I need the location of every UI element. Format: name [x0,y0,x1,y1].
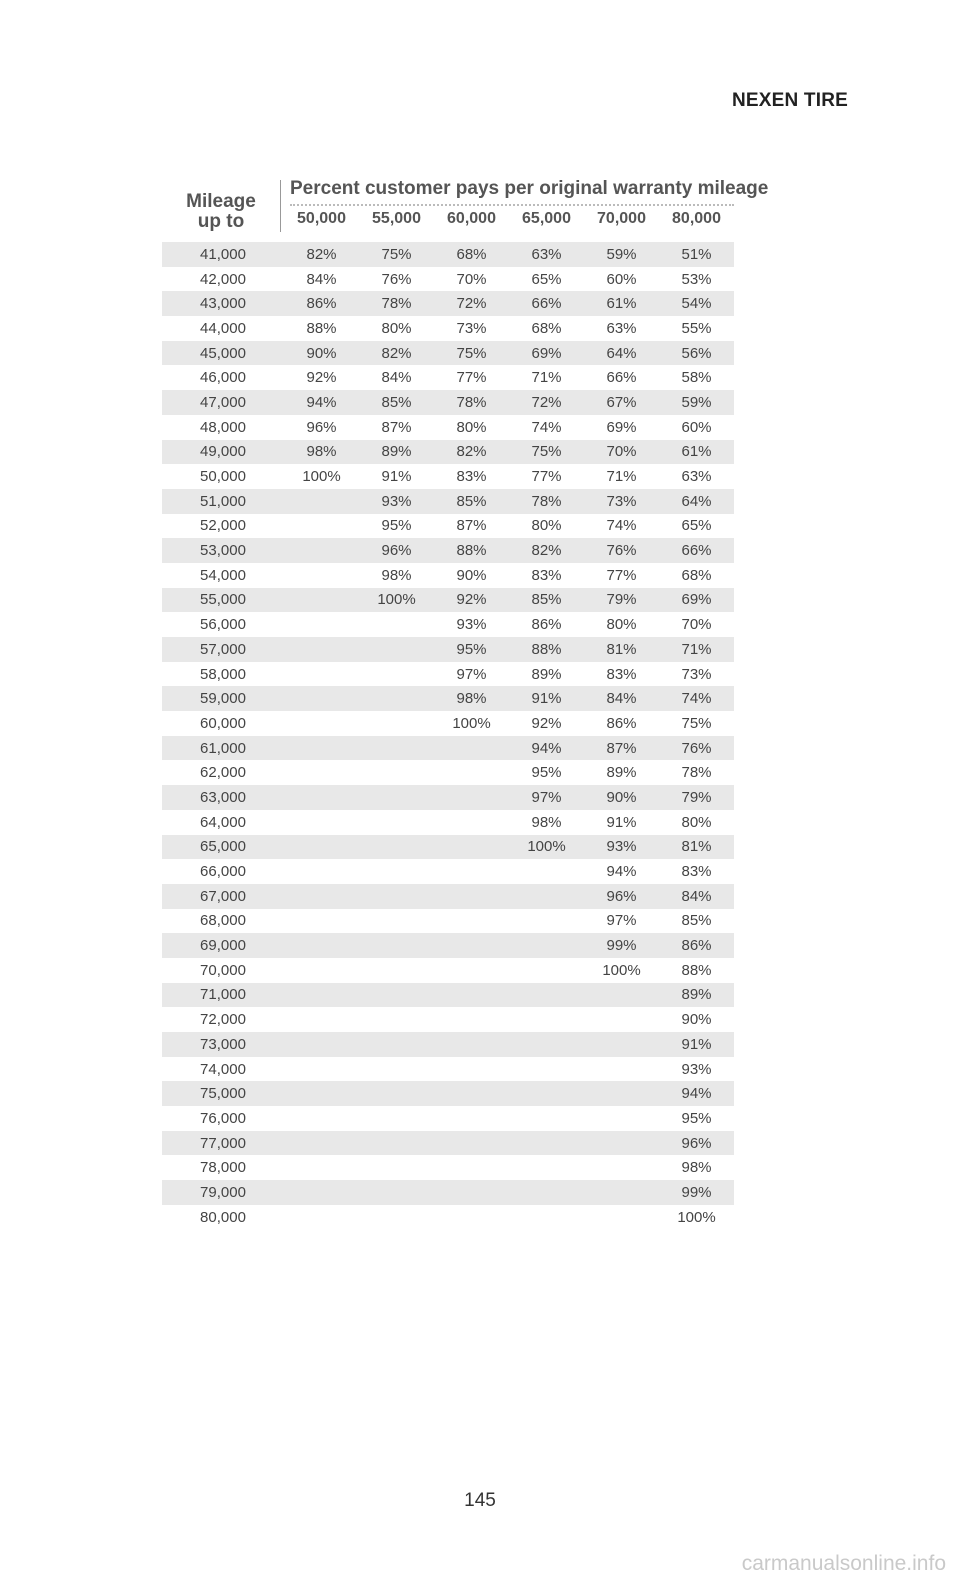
percent-cell: 78% [681,764,712,782]
percent-cell: 85% [456,492,487,510]
percent-cell: 80% [531,517,562,535]
percent-cell: 66% [606,369,637,387]
percent-cell: 94% [606,863,637,881]
watermark: carmanualsonline.info [741,1552,946,1575]
percent-cell: 68% [681,566,712,584]
percent-cell: 93% [681,1060,712,1078]
table-row [162,440,734,465]
table-row [162,1032,734,1057]
mileage-cell: 62,000 [200,764,246,782]
column-header: 60,000 [447,210,496,227]
percent-cell: 87% [606,739,637,757]
table-row [162,835,734,860]
table-row [162,291,734,316]
percent-cell: 63% [531,245,562,263]
percent-cell: 85% [381,393,412,411]
percent-cell: 90% [681,1011,712,1029]
mileage-cell: 51,000 [200,492,246,510]
percent-cell: 73% [606,492,637,510]
percent-cell: 88% [456,542,487,560]
percent-cell: 97% [531,788,562,806]
table-row [162,316,734,341]
mileage-cell: 61,000 [200,739,246,757]
percent-cell: 83% [681,863,712,881]
percent-cell: 75% [381,245,412,263]
percent-cell: 90% [306,344,337,362]
percent-cell: 76% [381,270,412,288]
column-header: 50,000 [297,210,346,227]
percent-cell: 96% [381,542,412,560]
percent-cell: 86% [306,295,337,313]
table-row [162,563,734,588]
warranty-table [162,170,769,1230]
table-row [162,538,734,563]
mileage-cell: 70,000 [200,961,246,979]
mileage-cell: 43,000 [200,295,246,313]
percent-cell: 71% [606,468,637,486]
percent-cell: 72% [456,295,487,313]
percent-cell: 94% [681,1085,712,1103]
table-row [162,983,734,1008]
percent-cell: 70% [606,443,637,461]
table-row [162,415,734,440]
percent-cell: 89% [681,986,712,1004]
percent-cell: 83% [456,468,487,486]
percent-cell: 51% [681,245,712,263]
percent-cell: 97% [606,912,637,930]
percent-cell: 67% [606,393,637,411]
mileage-cell: 42,000 [200,270,246,288]
mileage-cell: 66,000 [200,863,246,881]
percent-cell: 98% [306,443,337,461]
percent-cell: 94% [306,393,337,411]
percent-cell: 84% [306,270,337,288]
percent-cell: 82% [306,245,337,263]
table-row [162,489,734,514]
percent-cell: 95% [456,640,487,658]
table-row [162,514,734,539]
percent-cell: 95% [531,764,562,782]
mileage-cell: 65,000 [200,838,246,856]
percent-cell: 84% [381,369,412,387]
percent-cell: 99% [681,1183,712,1201]
percent-cell: 93% [456,616,487,634]
column-header: 80,000 [672,210,721,227]
percent-cell: 58% [681,369,712,387]
mileage-cell: 45,000 [200,344,246,362]
mileage-cell: 53,000 [200,542,246,560]
table-row [162,884,734,909]
percent-cell: 85% [681,912,712,930]
percent-cell: 81% [606,640,637,658]
percent-cell: 87% [381,418,412,436]
percent-cell: 83% [531,566,562,584]
mileage-cell: 71,000 [200,986,246,1004]
percent-cell: 83% [606,665,637,683]
column-header: 65,000 [522,210,571,227]
mileage-header-line1: Mileage [186,191,256,212]
percent-cell: 80% [456,418,487,436]
warranty-column-headers [284,210,734,228]
mileage-cell: 75,000 [200,1085,246,1103]
table-row [162,267,734,292]
table-body [162,242,734,1230]
percent-cell: 86% [681,937,712,955]
percent-cell: 87% [456,517,487,535]
percent-header: Percent customer pays per original warranty mileage [290,178,769,199]
percent-cell: 74% [531,418,562,436]
percent-cell: 99% [606,937,637,955]
percent-cell: 55% [681,319,712,337]
percent-cell: 96% [681,1134,712,1152]
percent-cell: 73% [456,319,487,337]
percent-cell: 80% [606,616,637,634]
percent-cell: 79% [681,788,712,806]
percent-cell: 59% [606,245,637,263]
table-row [162,785,734,810]
percent-cell: 53% [681,270,712,288]
percent-cell: 82% [531,542,562,560]
percent-cell: 71% [531,369,562,387]
table-row [162,1131,734,1156]
percent-cell: 65% [681,517,712,535]
table-row [162,588,734,613]
brand-header: NEXEN TIRE [731,90,848,111]
percent-cell: 96% [306,418,337,436]
percent-cell: 73% [681,665,712,683]
mileage-cell: 80,000 [200,1208,246,1226]
percent-cell: 89% [531,665,562,683]
percent-cell: 75% [456,344,487,362]
percent-cell: 68% [456,245,487,263]
percent-cell: 82% [456,443,487,461]
page-number: 145 [464,1490,496,1511]
percent-cell: 60% [606,270,637,288]
percent-cell: 86% [606,714,637,732]
mileage-cell: 44,000 [200,319,246,337]
mileage-cell: 67,000 [200,887,246,905]
column-header: 70,000 [597,210,646,227]
percent-cell: 63% [606,319,637,337]
percent-cell: 100% [452,714,491,732]
percent-cell: 89% [381,443,412,461]
percent-cell: 74% [681,690,712,708]
table-row [162,341,734,366]
percent-cell: 78% [531,492,562,510]
percent-cell: 75% [681,714,712,732]
table-row [162,1180,734,1205]
mileage-cell: 59,000 [200,690,246,708]
table-row [162,933,734,958]
percent-cell: 98% [456,690,487,708]
percent-cell: 69% [531,344,562,362]
table-row [162,1106,734,1131]
percent-cell: 61% [681,443,712,461]
percent-cell: 75% [531,443,562,461]
mileage-cell: 73,000 [200,1035,246,1053]
mileage-cell: 72,000 [200,1011,246,1029]
percent-cell: 91% [531,690,562,708]
percent-cell: 64% [681,492,712,510]
table-row [162,760,734,785]
percent-cell: 61% [606,295,637,313]
table-row [162,859,734,884]
table-row [162,464,734,489]
percent-cell: 56% [681,344,712,362]
percent-cell: 94% [531,739,562,757]
percent-cell: 91% [381,468,412,486]
percent-cell: 79% [606,591,637,609]
percent-cell: 69% [681,591,712,609]
percent-cell: 77% [531,468,562,486]
percent-cell: 77% [606,566,637,584]
percent-cell: 100% [602,961,641,979]
table-row [162,242,734,267]
table-row [162,711,734,736]
table-row [162,686,734,711]
percent-cell: 84% [606,690,637,708]
mileage-cell: 78,000 [200,1159,246,1177]
mileage-cell: 47,000 [200,393,246,411]
table-row [162,909,734,934]
percent-cell: 95% [681,1109,712,1127]
percent-cell: 98% [531,813,562,831]
percent-cell: 70% [456,270,487,288]
percent-cell: 95% [381,517,412,535]
percent-cell: 92% [456,591,487,609]
percent-cell: 96% [606,887,637,905]
table-row [162,637,734,662]
mileage-cell: 76,000 [200,1109,246,1127]
percent-cell: 76% [681,739,712,757]
table-row [162,736,734,761]
percent-cell: 70% [681,616,712,634]
percent-cell: 86% [531,616,562,634]
percent-cell: 90% [606,788,637,806]
percent-cell: 98% [681,1159,712,1177]
percent-cell: 100% [377,591,416,609]
mileage-cell: 79,000 [200,1183,246,1201]
table-row [162,958,734,983]
mileage-cell: 74,000 [200,1060,246,1078]
percent-cell: 100% [527,838,566,856]
percent-cell: 77% [456,369,487,387]
percent-cell: 66% [531,295,562,313]
mileage-cell: 63,000 [200,788,246,806]
mileage-cell: 57,000 [200,640,246,658]
percent-cell: 92% [531,714,562,732]
percent-cell: 72% [531,393,562,411]
mileage-cell: 69,000 [200,937,246,955]
percent-cell: 84% [681,887,712,905]
percent-cell: 76% [606,542,637,560]
percent-cell: 59% [681,393,712,411]
mileage-cell: 54,000 [200,566,246,584]
mileage-cell: 58,000 [200,665,246,683]
table-row [162,365,734,390]
table-row [162,662,734,687]
percent-cell: 88% [306,319,337,337]
percent-cell: 93% [606,838,637,856]
percent-cell: 63% [681,468,712,486]
mileage-cell: 49,000 [200,443,246,461]
percent-cell: 60% [681,418,712,436]
mileage-column-header [162,192,280,232]
mileage-cell: 55,000 [200,591,246,609]
percent-cell: 91% [606,813,637,831]
percent-cell: 66% [681,542,712,560]
mileage-cell: 56,000 [200,616,246,634]
percent-cell: 69% [606,418,637,436]
table-row [162,1155,734,1180]
percent-cell: 100% [677,1208,716,1226]
percent-cell: 91% [681,1035,712,1053]
percent-cell: 88% [531,640,562,658]
table-header [162,170,769,242]
mileage-cell: 64,000 [200,813,246,831]
mileage-cell: 77,000 [200,1134,246,1152]
percent-cell: 81% [681,838,712,856]
percent-cell: 98% [381,566,412,584]
percent-cell: 93% [381,492,412,510]
percent-cell: 54% [681,295,712,313]
percent-cell: 97% [456,665,487,683]
percent-cell: 85% [531,591,562,609]
mileage-cell: 52,000 [200,517,246,535]
percent-cell: 88% [681,961,712,979]
mileage-cell: 60,000 [200,714,246,732]
table-row [162,390,734,415]
percent-cell: 74% [606,517,637,535]
dotted-rule [290,204,734,206]
table-row [162,1205,734,1230]
percent-cell: 78% [456,393,487,411]
column-header: 55,000 [372,210,421,227]
mileage-cell: 68,000 [200,912,246,930]
percent-cell: 71% [681,640,712,658]
percent-cell: 65% [531,270,562,288]
percent-cell: 82% [381,344,412,362]
percent-cell: 64% [606,344,637,362]
percent-cell: 78% [381,295,412,313]
mileage-header-line2: up to [197,211,245,232]
percent-cell: 68% [531,319,562,337]
table-row [162,1057,734,1082]
table-row [162,1081,734,1106]
table-row [162,612,734,637]
header-divider [280,180,281,232]
percent-cell: 100% [302,468,341,486]
mileage-cell: 48,000 [200,418,246,436]
percent-cell: 89% [606,764,637,782]
percent-cell: 90% [456,566,487,584]
percent-cell: 92% [306,369,337,387]
percent-cell: 80% [381,319,412,337]
table-row [162,810,734,835]
percent-cell: 80% [681,813,712,831]
mileage-cell: 41,000 [200,245,246,263]
table-row [162,1007,734,1032]
mileage-cell: 46,000 [200,369,246,387]
mileage-cell: 50,000 [200,468,246,486]
